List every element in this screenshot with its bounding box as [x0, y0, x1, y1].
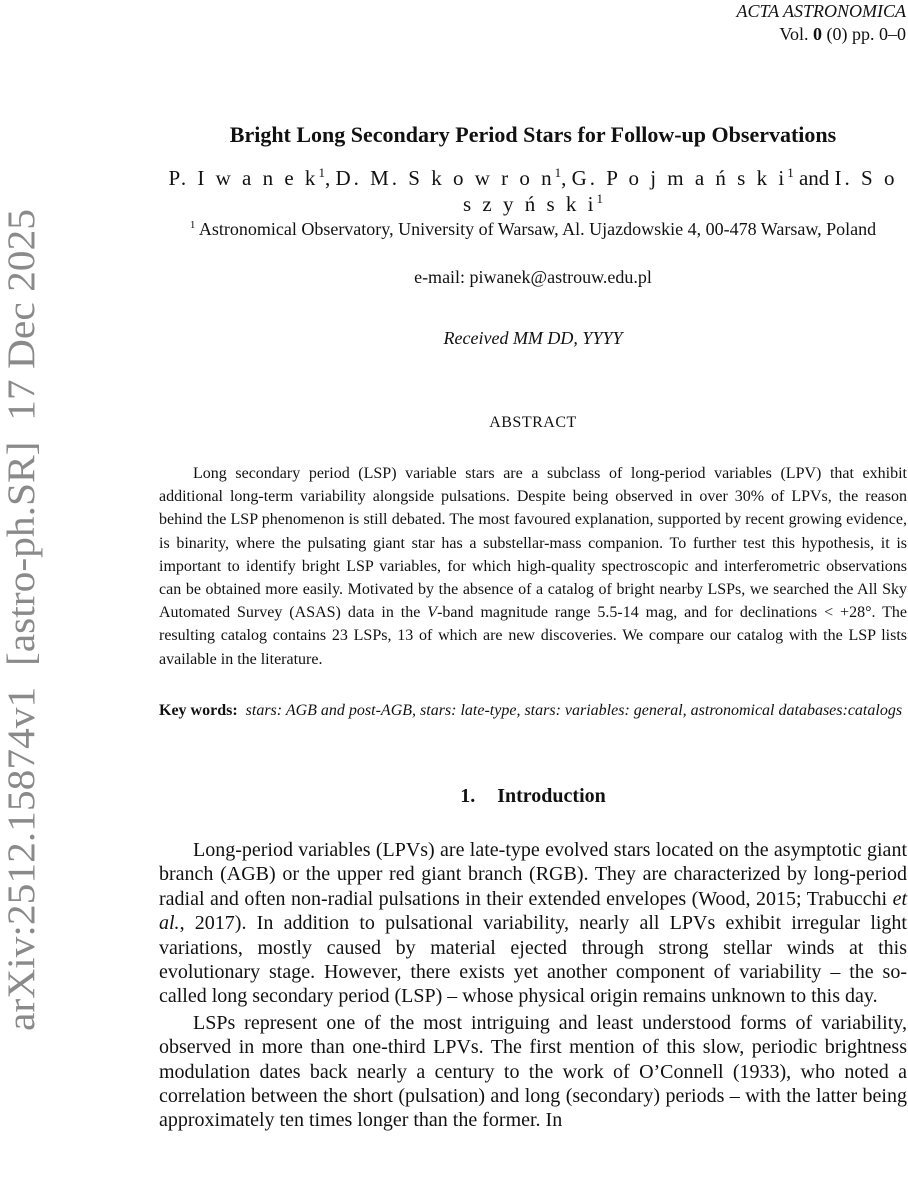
- arxiv-identifier[interactable]: arXiv:2512.15874v1 [astro-ph.SR] 17 Dec 2025: [0, 257, 43, 1031]
- section-title: Introduction: [497, 785, 606, 807]
- volume-number: 0: [813, 24, 822, 44]
- volume-suffix: (0) pp. 0–0: [826, 24, 906, 44]
- author-skowron: D. M. S k o w r o n: [335, 166, 555, 190]
- intro-p1-b: , 2017). In addition to pulsational variability, nearly all LPVs exhibit irregular light variations, mostly caused by material ejected through strong stellar winds at this evolutionary stage. However, there exists yet another component of variability – the so-called long secondary period (LSP) – whose physical origin remains unknown to this day.: [159, 912, 907, 1008]
- journal-volume: [736, 23, 906, 46]
- received-date: Received MM DD, YYYY: [443, 328, 623, 348]
- author-separator: ,: [324, 166, 331, 190]
- introduction-body: [159, 838, 907, 1133]
- affiliation-mark: 1: [189, 219, 196, 231]
- author-pojmanski: G. P o j m a ń s k i: [571, 166, 788, 190]
- intro-p1-a: Long-period variables (LPVs) are late-type evolved stars located on the asymptotic giant branch (AGB) or the upper red giant branch (RGB). They are characterized by long-period radial and often non-radial pulsations in their extended envelopes (Wood, 2015; Trabucchi: [159, 839, 907, 910]
- affiliation: [159, 213, 907, 242]
- journal-header: [736, 0, 906, 46]
- author-affil-mark: 1: [318, 165, 325, 180]
- volume-prefix: Vol.: [779, 24, 809, 44]
- paper-title: Bright Long Secondary Period Stars for Follow-up Observations: [229, 122, 837, 147]
- author-list: [159, 165, 907, 217]
- arxiv-sidebar: [0, 0, 60, 1200]
- intro-p1-etal: et al.: [159, 887, 907, 935]
- intro-paragraph-2: LSPs represent one of the most intriguing and least understood forms of variability, observed in more than one-third LPVs. The first mention of this slow, periodic brightness modulation dates back nearly a century to the work of O’Connell (1933), who noted a correlation between the short (pulsation) and long (secondary) periods – with the latter being approximately ten times longer than the former. In: [159, 1011, 907, 1132]
- keywords: [159, 697, 907, 724]
- author-iwanek: P. I w a n e k: [168, 166, 319, 190]
- keywords-text: stars: AGB and post-AGB, stars: late-type, stars: variables: general, astronomical databases:catalogs: [245, 702, 903, 719]
- abstract-heading: ABSTRACT: [489, 414, 577, 431]
- intro-paragraph-1: [159, 838, 907, 1009]
- abstract-part2: -band magnitude range 5.5-14 mag, and for declinations < +28°. The resulting catalog contains 23 LSPs, 13 of which are new discoveries. We compare our catalog with the LSP lists available in the literature.: [159, 604, 907, 668]
- journal-name: ACTA ASTRONOMICA: [736, 1, 906, 21]
- abstract-text: [159, 462, 907, 671]
- affiliation-text: Astronomical Observatory, University of Warsaw, Al. Ujazdowskie 4, 00-478 Warsaw, Poland: [198, 219, 877, 239]
- author-affil-mark: 1: [787, 165, 794, 180]
- author-affil-mark: 1: [554, 165, 562, 180]
- abstract-part1: Long secondary period (LSP) variable stars are a subclass of long-period variables (LPV) that exhibit additional long-term variability alongside pulsations. Despite being observed in over 30% of LPVs, the reason behind the LSP phenomenon is still debated. The most favoured explanation, supported by recent growing evidence, is binarity, where the pulsating giant star has a substellar-mass companion. To further test this hypothesis, it is important to identify bright LSP variables, for which high-quality spectroscopic and interferometric observations can be obtained more easily. Motivated by the absence of a catalog of bright nearby LSPs, we searched the All Sky Automated Survey (ASAS) data in the: [159, 465, 907, 622]
- keywords-label: Key words:: [159, 702, 238, 719]
- author-separator: ,: [561, 166, 567, 190]
- author-affil-mark: 1: [596, 191, 603, 206]
- section-number: 1.: [460, 785, 476, 807]
- contact-email[interactable]: e-mail: piwanek@astrouw.edu.pl: [414, 267, 652, 287]
- abstract-vband: V: [427, 604, 438, 622]
- author-soszynski: I. S o s z y ń s k i: [463, 166, 898, 216]
- section-heading: [159, 785, 907, 808]
- author-conjunction: and: [798, 166, 830, 190]
